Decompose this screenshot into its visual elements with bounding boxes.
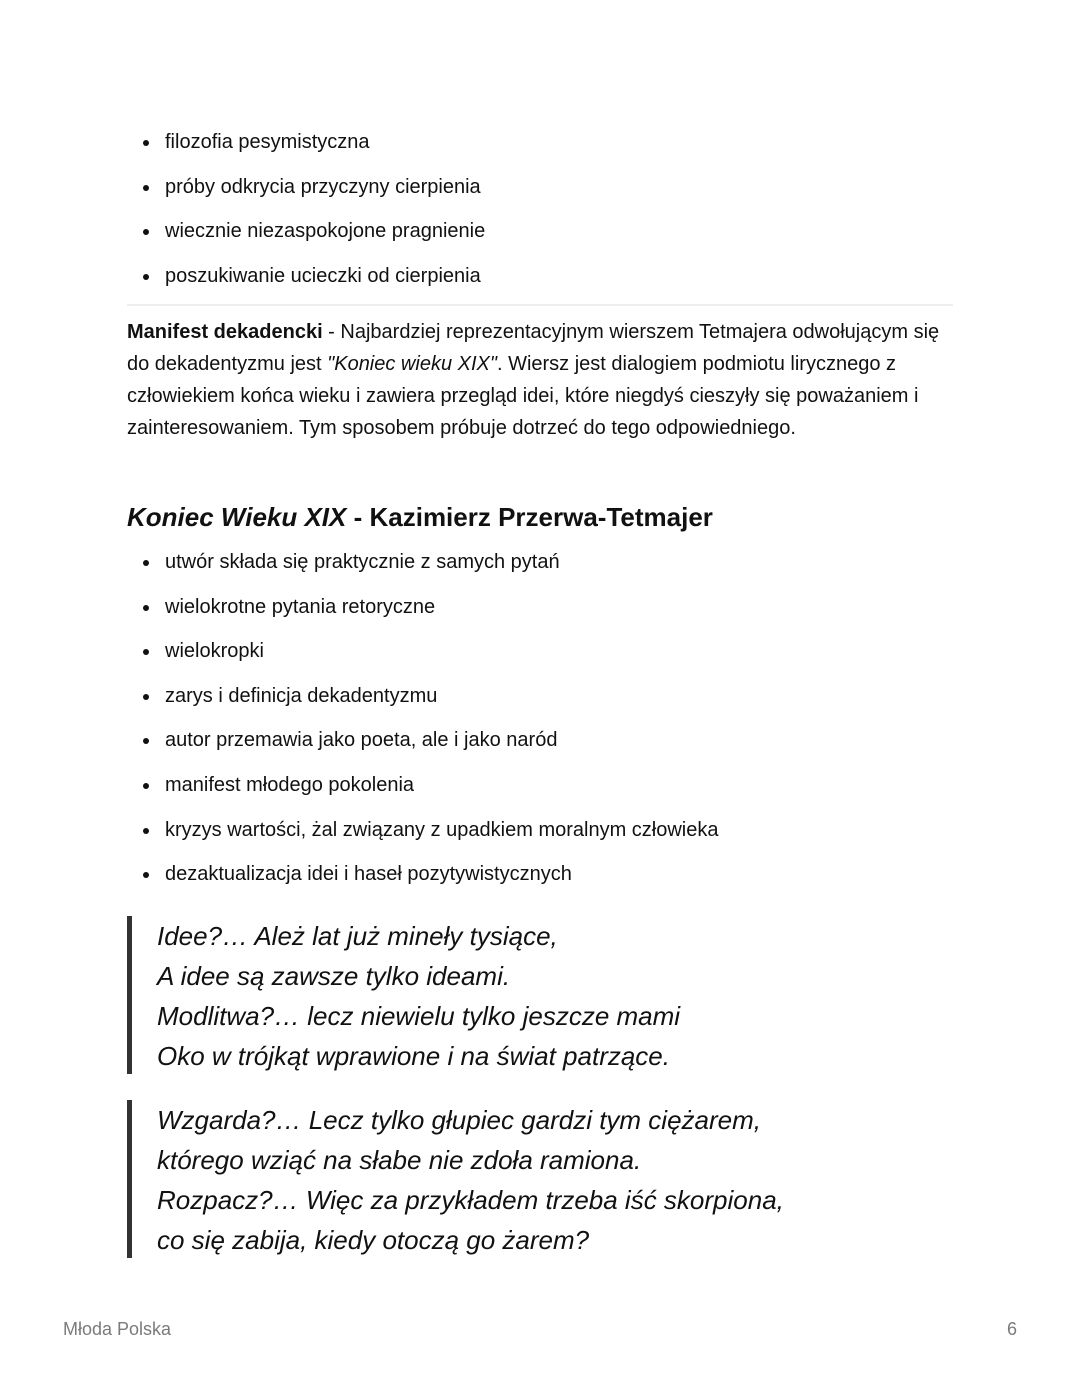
pessimism-bullet-list (127, 130, 953, 308)
list-item: wiecznie niezaspokojone pragnienie (127, 219, 953, 243)
heading-author: - Kazimierz Przerwa-Tetmajer (346, 502, 713, 532)
quote-line: Modlitwa?… lecz niewielu tylko jeszcze mami (157, 1001, 681, 1031)
paragraph-text-1: - Najbardziej reprezentacyjnym wierszem Tetmajera odwołującym się do dekadentyzmu jest (127, 321, 940, 375)
heading-italic-title: Koniec Wieku XIX (127, 502, 347, 532)
list-item: kryzys wartości, żal związany z upadkiem moralnym człowieka (127, 818, 953, 842)
list-item: dezaktualizacja idei i haseł pozytywistycznych (127, 862, 953, 886)
footer-page-number: 6 (1006, 1319, 1017, 1339)
horizontal-divider (127, 304, 953, 306)
list-item: filozofia pesymistyczna (127, 130, 953, 154)
footer-document-title: Młoda Polska (63, 1319, 172, 1339)
list-item: manifest młodego pokolenia (127, 773, 953, 797)
quote-line: Rozpacz?… Więc za przykładem trzeba iść skorpiona, (157, 1185, 784, 1215)
list-item: wielokropki (127, 639, 953, 663)
list-item: próby odkrycia przyczyny cierpienia (127, 175, 953, 199)
poem-quote-1 (127, 916, 957, 1074)
list-item: poszukiwanie ucieczki od cierpienia (127, 264, 953, 288)
quote-line: co się zabija, kiedy otoczą go żarem? (157, 1225, 590, 1255)
manifest-paragraph (127, 316, 953, 444)
paragraph-bold-lead: Manifest dekadencki (127, 321, 323, 343)
list-item: wielokrotne pytania retoryczne (127, 595, 953, 619)
paragraph-text-2: . Wiersz jest dialogiem podmiotu lirycznego z człowiekiem końca wieku i zawiera przegląd idei, które niegdyś cieszyły się poważaniem i zainteresowaniem. Tym sposobem próbuje dotrzeć do tego odpowiedniego. (127, 353, 919, 439)
quote-line: którego wziąć na słabe nie zdoła ramiona. (157, 1145, 642, 1175)
list-item: autor przemawia jako poeta, ale i jako naród (127, 728, 953, 752)
paragraph-italic-title: "Koniec wieku XIX" (327, 353, 497, 375)
quote-line: A idee są zawsze tylko ideami. (157, 961, 511, 991)
section-heading (127, 500, 953, 534)
quote-line: Idee?… Ależ lat już mineły tysiące, (157, 921, 558, 951)
quote-line: Wzgarda?… Lecz tylko głupiec gardzi tym ciężarem, (157, 1105, 762, 1135)
quote-line: Oko w trójkąt wprawione i na świat patrzące. (157, 1041, 670, 1071)
poem-quote-2 (127, 1100, 957, 1258)
list-item: utwór składa się praktycznie z samych pytań (127, 550, 953, 574)
list-item: zarys i definicja dekadentyzmu (127, 684, 953, 708)
poem-features-bullet-list (127, 550, 953, 907)
